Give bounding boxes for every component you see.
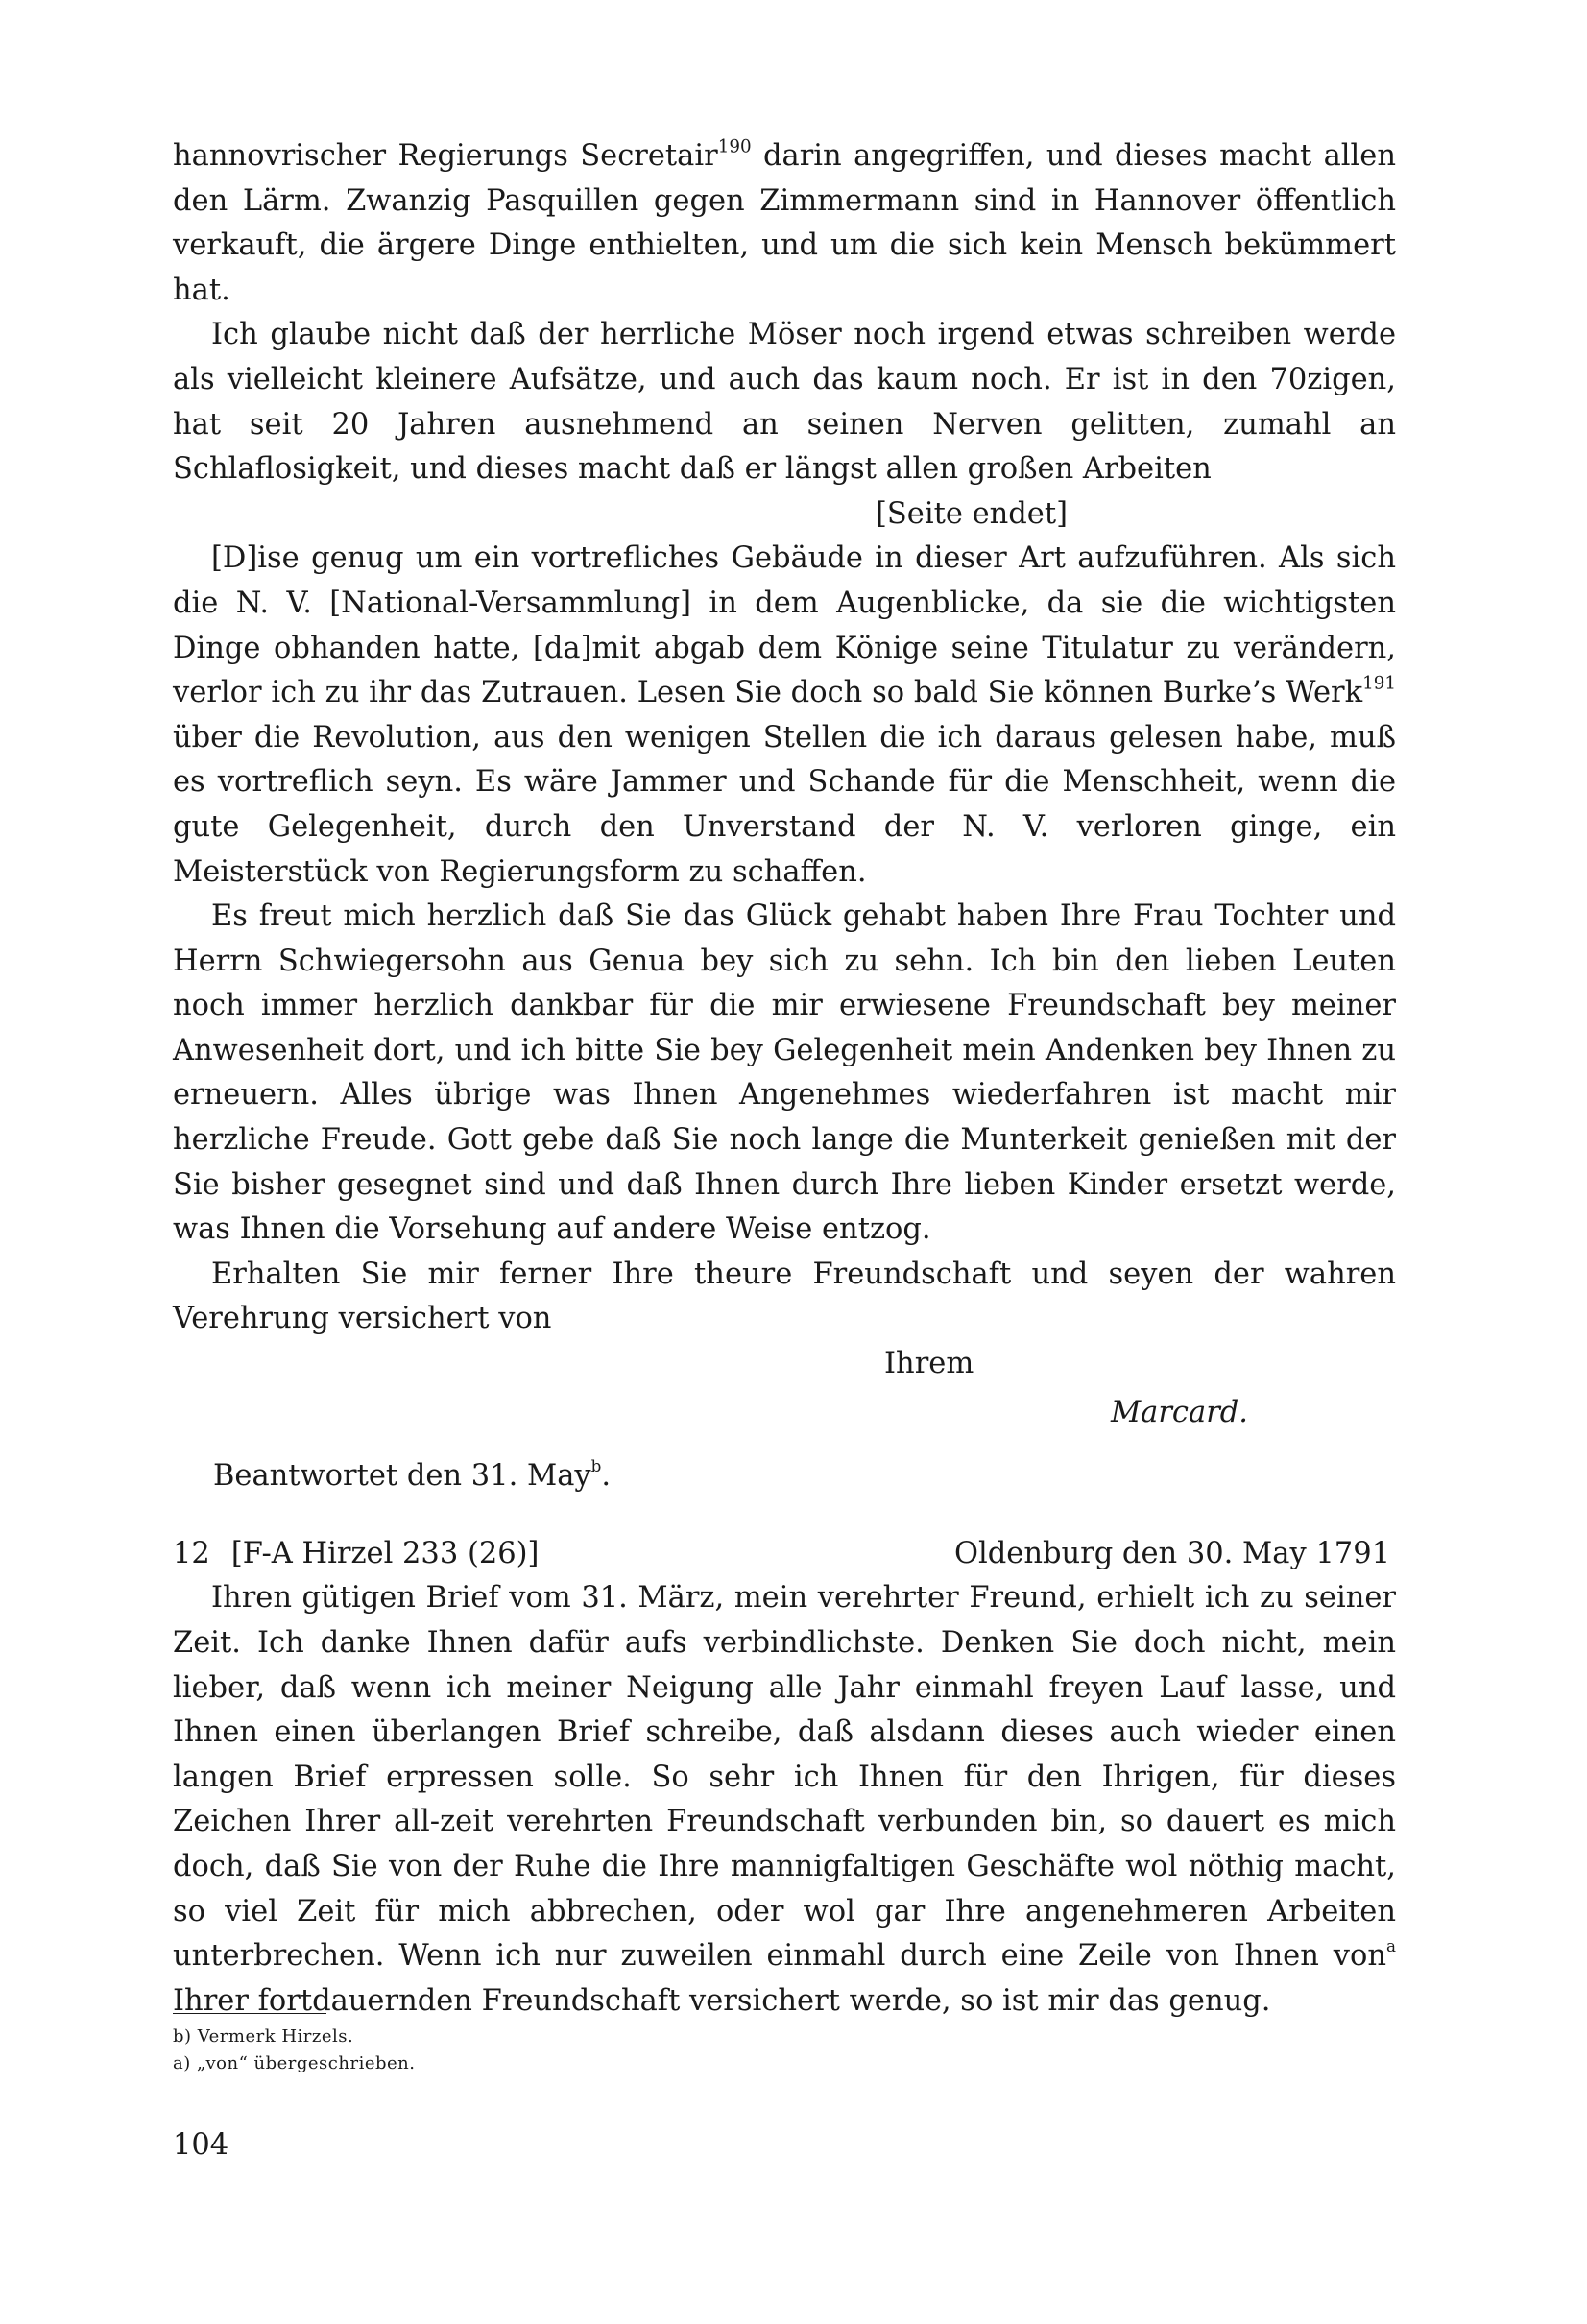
page-number: 104 <box>173 2128 229 2162</box>
endnote-ref: 190 <box>717 136 752 157</box>
text-run: [D]ise genug um ein vortrefliches Gebäude in dieser Art aufzuführen. Als sich die N. V. [National-Versammlung] in dem Augenblicke, da sie die wichtigsten Dinge obhanden hatte, [da]mit abgab dem Könige seine Titulatur zu verändern, verlor ich zu ihr das Zutrauen. Lesen Sie doch so bald Sie können Burke’s Werk <box>173 541 1396 710</box>
place-date: Oldenburg den 30. May 1791 <box>953 1536 1390 1570</box>
footnote: a) „von“ übergeschrieben. <box>173 2053 416 2073</box>
footnote-mark: b <box>590 1455 602 1475</box>
endnote-ref: 191 <box>1362 673 1396 694</box>
text-run: hannovrischer Regierungs Secretair <box>173 139 718 173</box>
letter-number: 12 <box>173 1536 210 1570</box>
text-run: Ihrer fortdauernden Freundschaft versichert werde, so ist mir das genug. <box>173 1983 1271 2018</box>
paragraph: Erhalten Sie mir ferner Ihre theure Freundschaft und seyen der wahren Verehrung versichert von <box>173 1257 1396 1336</box>
text-run: Beantwortet den 31. May <box>213 1459 591 1494</box>
paragraph-continued <box>173 134 1396 313</box>
page-break-marker: [Seite endet] <box>875 496 1069 531</box>
closing-salutation: Ihrem <box>884 1347 974 1381</box>
footnote-rule <box>173 2013 326 2014</box>
footnote: b) Vermerk Hirzels. <box>173 2026 354 2047</box>
footnote-mark: a <box>1386 1935 1396 1955</box>
text-run: Ihren gütigen Brief vom 31. März, mein verehrter Freund, erhielt ich zu seiner Zeit. Ich danke Ihnen dafür aufs verbindlichste. Denken Sie doch nicht, mein lieber, daß wenn ich meiner Neigung alle Jahr einmahl freyen Lauf lasse, und Ihnen einen überlangen Brief schreibe, daß alsdann dieses auch wieder einen langen Brief erpressen solle. So sehr ich Ihnen für den Ihrigen, für dieses Zeichen Ihrer all-zeit verehrten Freundschaft verbunden bin, so dauert es mich doch, daß Sie von der Ruhe die Ihre mannigfaltigen Geschäfte wol nöthig macht, so viel Zeit für mich abbrechen, oder wol gar Ihre angenehmeren Arbeiten unterbrechen. Wenn ich nur zuweilen einmahl durch eine Zeile von Ihnen von <box>173 1581 1396 1974</box>
paragraph: Ich glaube nicht daß der herrliche Möser noch irgend etwas schreiben werde als vielleicht kleinere Aufsätze, und auch das kaum noch. Er ist in den 70zigen, hat seit 20 Jahren ausnehmend an seinen Nerven gelitten, zumahl an Schlaflosigkeit, und dieses macht daß er längst allen großen Arbeiten <box>173 318 1396 487</box>
main-text <box>173 134 1396 2024</box>
archive-reference: [F-A Hirzel 233 (26)] <box>230 1536 540 1570</box>
letter-heading-left <box>173 1532 539 1577</box>
letter-heading <box>173 1532 1396 1577</box>
paragraph: Es freut mich herzlich daß Sie das Glück gehabt haben Ihre Frau Tochter und Herrn Schwiegersohn aus Genua bey sich zu sehn. Ich bin den lieben Leuten noch immer herzlich dankbar für die mir erwiesene Freundschaft bey meiner Anwesenheit dort, und ich bitte Sie bey Gelegenheit mein Andenken bey Ihnen zu erneuern. Alles übrige was Ihnen Angenehmes wiederfahren ist macht mir herzliche Freude. Gott gebe daß Sie noch lange die Munterkeit genießen mit der Sie bisher gesegnet sind und daß Ihnen durch Ihre lieben Kinder ersetzt werde, was Ihnen die Vorsehung auf andere Weise entzog. <box>173 899 1396 1247</box>
text-run: . <box>601 1459 612 1494</box>
paragraph <box>173 1576 1396 2024</box>
text-run: darin angegriffen, und dieses macht allen den Lärm. Zwanzig Pasquillen gegen Zimmermann sind in Hannover öffentlich verkauft, die ärgere Dinge enthielten, und um die sich kein Mensch bekümmert hat. <box>173 139 1396 307</box>
footnotes <box>173 2013 1037 2077</box>
signature: Marcard. <box>1110 1395 1248 1429</box>
paragraph <box>173 537 1396 895</box>
reply-note <box>173 1454 1396 1499</box>
text-run: über die Revolution, aus den wenigen Stellen die ich daraus gelesen habe, muß es vortreflich seyn. Es wäre Jammer und Schande für die Menschheit, wenn die gute Gelegenheit, durch den Unverstand der N. V. verloren ginge, ein Meisterstück von Regierungsform zu schaffen. <box>173 720 1396 889</box>
